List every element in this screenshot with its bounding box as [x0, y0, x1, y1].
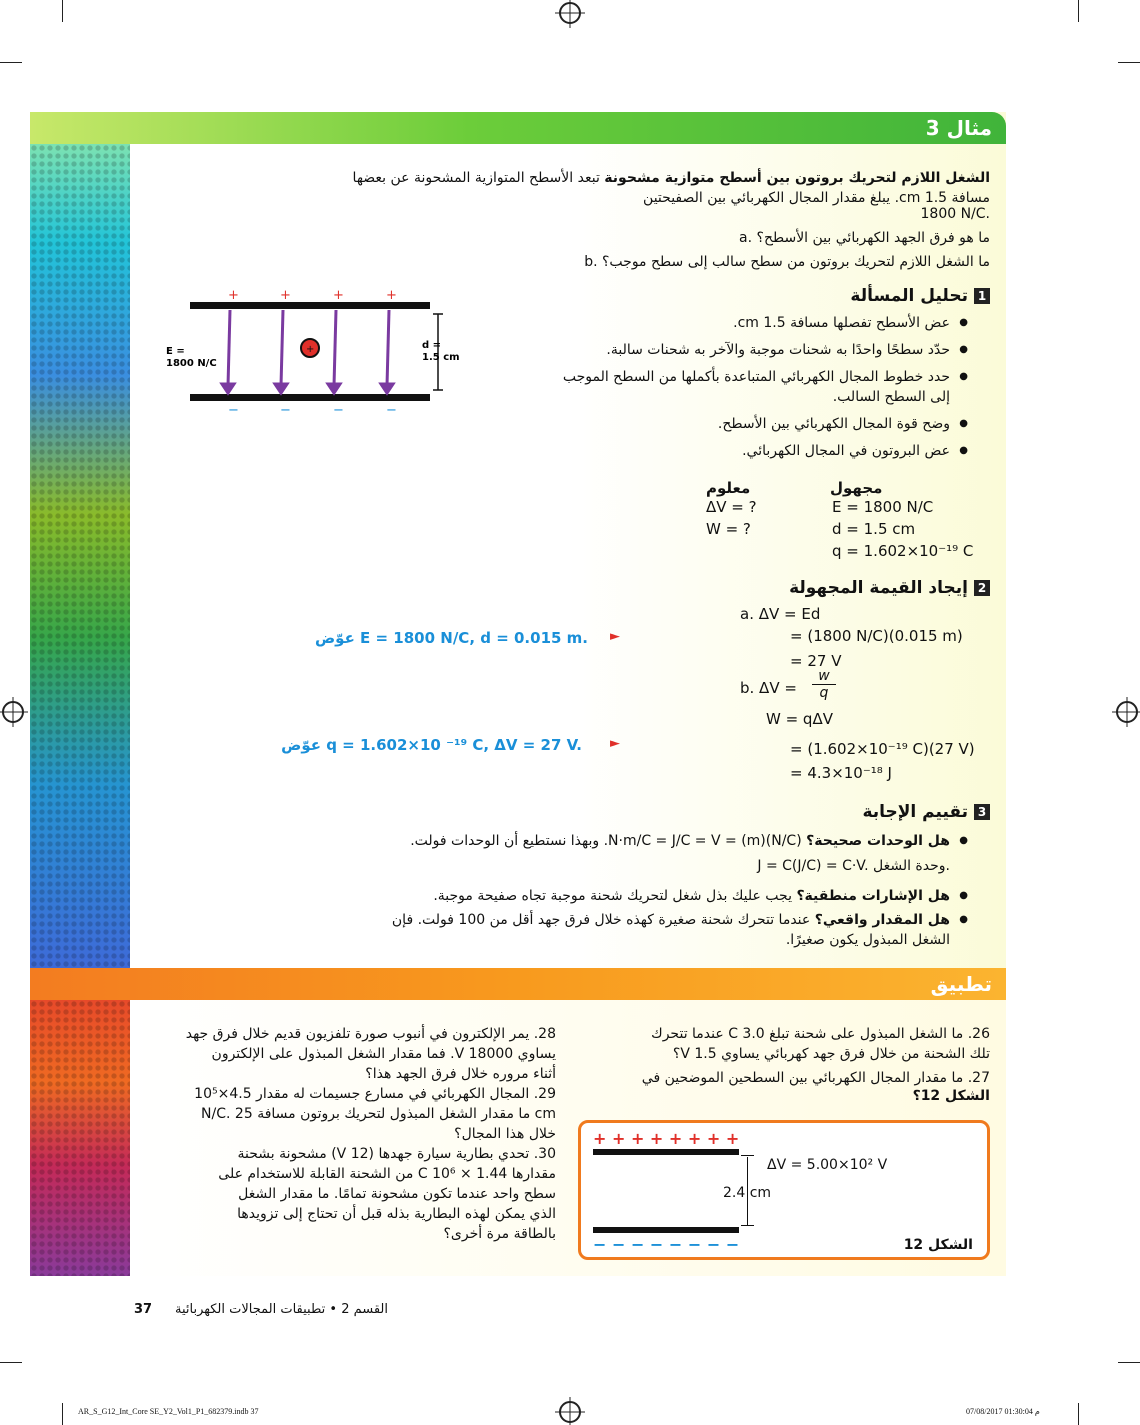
bottom-plate: [593, 1227, 739, 1233]
minus-row: − − − − − − − −: [593, 1235, 740, 1254]
crop-mark: [0, 62, 22, 63]
minus-sign: −: [280, 403, 291, 416]
step1-bullet: حدد خطوط المجال الكهربائي المتباعدة بأكملها من السطح الموجب ●: [450, 367, 950, 387]
step1-bullet: عض الأسطح تفصلها مسافة 1.5 cm. ●: [550, 313, 950, 333]
plus-sign: +: [280, 288, 291, 303]
plus-sign: +: [386, 288, 397, 303]
registration-mark-icon: [559, 1401, 581, 1423]
minus-sign: −: [386, 403, 397, 416]
fraction-denominator: q: [819, 685, 829, 701]
question-28-cont: أثناء مروره خلال فرق الجهد هذا؟: [365, 1066, 556, 1082]
d-value: 1.5 cm: [422, 352, 460, 363]
registration-mark-icon: [2, 701, 24, 723]
arrow-icon: ►: [610, 736, 620, 751]
known-value: E = 1800 N/C: [832, 498, 934, 516]
step2-heading: [789, 578, 990, 598]
question-28-cont: يساوي 18000 V. فما مقدار الشغل المبذول على الإلكترون: [211, 1046, 556, 1062]
voltage-label: ΔV = 5.00×10² V: [767, 1157, 888, 1173]
step3-number: 3: [974, 804, 990, 820]
step3-q1-rest: (N/C)(m) = N·m/C = J/C = V. وبهذا نستطيع أن الوحدات فولت.: [410, 833, 802, 849]
step1-bullet: حدّد سطحًا واحدًا به شحنات موجبة والآخر به شحنات سالبة. ●: [450, 340, 950, 360]
question-29-cont: خلال هذا المجال؟: [454, 1126, 556, 1142]
decorative-dots: [30, 1000, 130, 1276]
svg-text:+: +: [306, 344, 315, 355]
equation-b4: = 4.3×10⁻¹⁸ J: [790, 764, 892, 782]
step3-q1-bold: هل الوحدات صحيحة؟: [806, 833, 950, 849]
parallel-plates-figure: [160, 286, 460, 416]
question-27-cont: الشكل 12؟: [912, 1088, 990, 1104]
part-b: b. ما الشغل اللازم لتحريك بروتون من سطح سالب إلى سطح موجب؟: [584, 254, 990, 270]
step3-q3-bold: هل المقدار واقعي؟: [814, 912, 950, 928]
question-30-cont: بالطاقة مرة أخرى؟: [443, 1226, 556, 1242]
question-30-cont: سطح واحد عندما تكون مشحونة تمامًا. ما مقدار الشغل: [238, 1186, 556, 1202]
minus-sign: −: [333, 403, 344, 416]
problem-rest: تبعد الأسطح المتوازية المشحونة عن بعضها: [352, 170, 600, 186]
step1-number: 1: [974, 288, 990, 304]
problem-lead: الشغل اللازم لتحريك بروتون بين أسطح متوازية مشحونة: [604, 170, 990, 186]
page-number: 37: [134, 1302, 153, 1317]
crop-mark: [62, 1403, 63, 1425]
figure-12: [578, 1120, 990, 1260]
minus-sign: −: [228, 403, 239, 416]
equation-a3: = 27 V: [790, 652, 842, 670]
distance-arrow-bottom: [741, 1225, 754, 1226]
question-29: 29. المجال الكهربائي في مسارع جسيمات له مقدار 4.5×10⁵: [194, 1086, 556, 1102]
step3-bullet: [350, 831, 950, 851]
figure-caption: الشكل 12: [903, 1237, 973, 1253]
known-heading: معلوم: [706, 479, 751, 497]
crop-mark: [62, 0, 63, 22]
top-plate: [593, 1149, 739, 1155]
step3-title: تقييم الإجابة: [862, 802, 968, 822]
e-field-label: E =: [166, 346, 185, 357]
equation-b3: = (1.602×10⁻¹⁹ C)(27 V): [790, 740, 975, 758]
crop-mark: [1118, 62, 1140, 63]
example-header-band: [30, 112, 1006, 144]
step1-bullet-continuation: إلى السطح السالب.: [832, 389, 950, 405]
question-27: 27. ما مقدار المجال الكهربائي بين السطحين الموضحين في: [641, 1070, 990, 1086]
step3-q2-bold: هل الإشارات منطقية؟: [796, 888, 950, 904]
positive-plate: [190, 302, 430, 309]
question-29-cont: N/C. ما مقدار الشغل المبذول لتحريك بروتون مسافة 25 cm: [201, 1106, 556, 1122]
plus-sign: +: [228, 288, 239, 303]
part-a: a. ما هو فرق الجهد الكهربائي بين الأسطح؟: [739, 230, 990, 246]
step1-bullet: عض البروتون في المجال الكهربائي. ●: [450, 441, 950, 461]
crop-mark: [1078, 1403, 1079, 1425]
fraction-numerator: w: [812, 668, 836, 685]
distance-arrow-top: [741, 1155, 754, 1156]
crop-mark: [1078, 0, 1079, 22]
practice-title: تطبيق: [930, 972, 992, 996]
decorative-dots: [30, 144, 130, 968]
d-label: d =: [422, 340, 442, 351]
equation-a1: a. ΔV = Ed: [740, 605, 821, 623]
known-value: d = 1.5 cm: [832, 520, 916, 538]
question-30-cont: الذي يمكن لهذه البطارية بذله قبل أن تحتاج إلى تزويدها: [237, 1206, 556, 1222]
step2-title: إيجاد القيمة المجهولة: [789, 578, 968, 598]
fraction: [812, 668, 836, 701]
question-30: 30. تحدي بطارية سيارة جهدها (12 V) مشحونة بشحنة: [237, 1146, 556, 1162]
step3-q2-rest: يجب عليك بذل شغل لتحريك شحنة موجبة تجاه صفيحة موجبة.: [433, 888, 792, 904]
step1-heading: [850, 286, 990, 306]
question-26-cont: تلك الشحنة من خلال فرق جهد كهربائي يساوي 1.5 V؟: [672, 1046, 990, 1062]
unknown-value: W = ?: [706, 520, 751, 538]
arrow-icon: ►: [610, 629, 620, 644]
substitution-2: عوّض q = 1.602×10 ⁻¹⁹ C, ΔV = 27 V.: [281, 736, 582, 754]
registration-mark-icon: [559, 2, 581, 24]
example-title: مثال 3: [925, 116, 992, 140]
problem-line-3: 1800 N/C.: [920, 206, 990, 222]
step3-q1-line2: J = C(J/C) = C·V. وحدة الشغل.: [757, 858, 950, 874]
unknown-heading: مجهول: [830, 479, 883, 497]
step1-bullet: وضح قوة المجال الكهربائي بين الأسطح. ●: [450, 414, 950, 434]
step3-bullet: [330, 910, 950, 930]
known-value: q = 1.602×10⁻¹⁹ C: [832, 542, 974, 560]
step2-number: 2: [974, 580, 990, 596]
plus-sign: +: [333, 288, 344, 303]
practice-header-band: [30, 968, 1006, 1000]
substitution-1: عوّض E = 1800 N/C, d = 0.015 m.: [314, 629, 588, 647]
file-info: AR_S_G12_Int_Core SE_Y2_Vol1_P1_682379.indb 37: [78, 1407, 259, 1416]
step3-q3-rest: عندما تتحرك شحنة صغيرة كهذه خلال فرق جهد أقل من 100 فولت. فإن: [391, 912, 811, 928]
problem-statement: [190, 168, 990, 188]
question-28: 28. يمر الإلكترون في أنبوب صورة تلفزيون قديم خلال فرق جهد: [185, 1026, 556, 1042]
negative-plate: [190, 394, 430, 401]
equation-a2: = (1800 N/C)(0.015 m): [790, 627, 963, 645]
problem-line-2: مسافة 1.5 cm. يبلغ مقدار المجال الكهربائي بين الصفيحتين: [643, 190, 990, 206]
e-field-value: 1800 N/C: [166, 358, 217, 369]
step1-title: تحليل المسألة: [850, 286, 968, 306]
step3-bullet: [350, 886, 950, 906]
question-26: 26. ما الشغل المبذول على شحنة تبلغ 3.0 C عندما تتحرك: [651, 1026, 990, 1042]
step3-q3-line2: الشغل المبذول يكون صغيرًا.: [785, 932, 950, 948]
equation-b2: W = qΔV: [766, 710, 833, 728]
running-title: القسم 2 • تطبيقات المجالات الكهربائية: [174, 1302, 388, 1317]
date-info: 07/08/2017 01:30:04 م: [966, 1407, 1040, 1416]
unknown-value: ΔV = ?: [706, 498, 757, 516]
distance-label: 2.4 cm: [723, 1185, 772, 1201]
step3-heading: [862, 802, 990, 822]
registration-mark-icon: [1116, 701, 1138, 723]
plus-row: + + + + + + + +: [593, 1129, 740, 1148]
equation-b1: b. ΔV =: [740, 679, 797, 697]
crop-mark: [1118, 1362, 1140, 1363]
crop-mark: [0, 1362, 22, 1363]
question-30-cont: مقدارها 1.44 × 10⁶ C من الشحنة القابلة للاستخدام على: [218, 1166, 556, 1182]
